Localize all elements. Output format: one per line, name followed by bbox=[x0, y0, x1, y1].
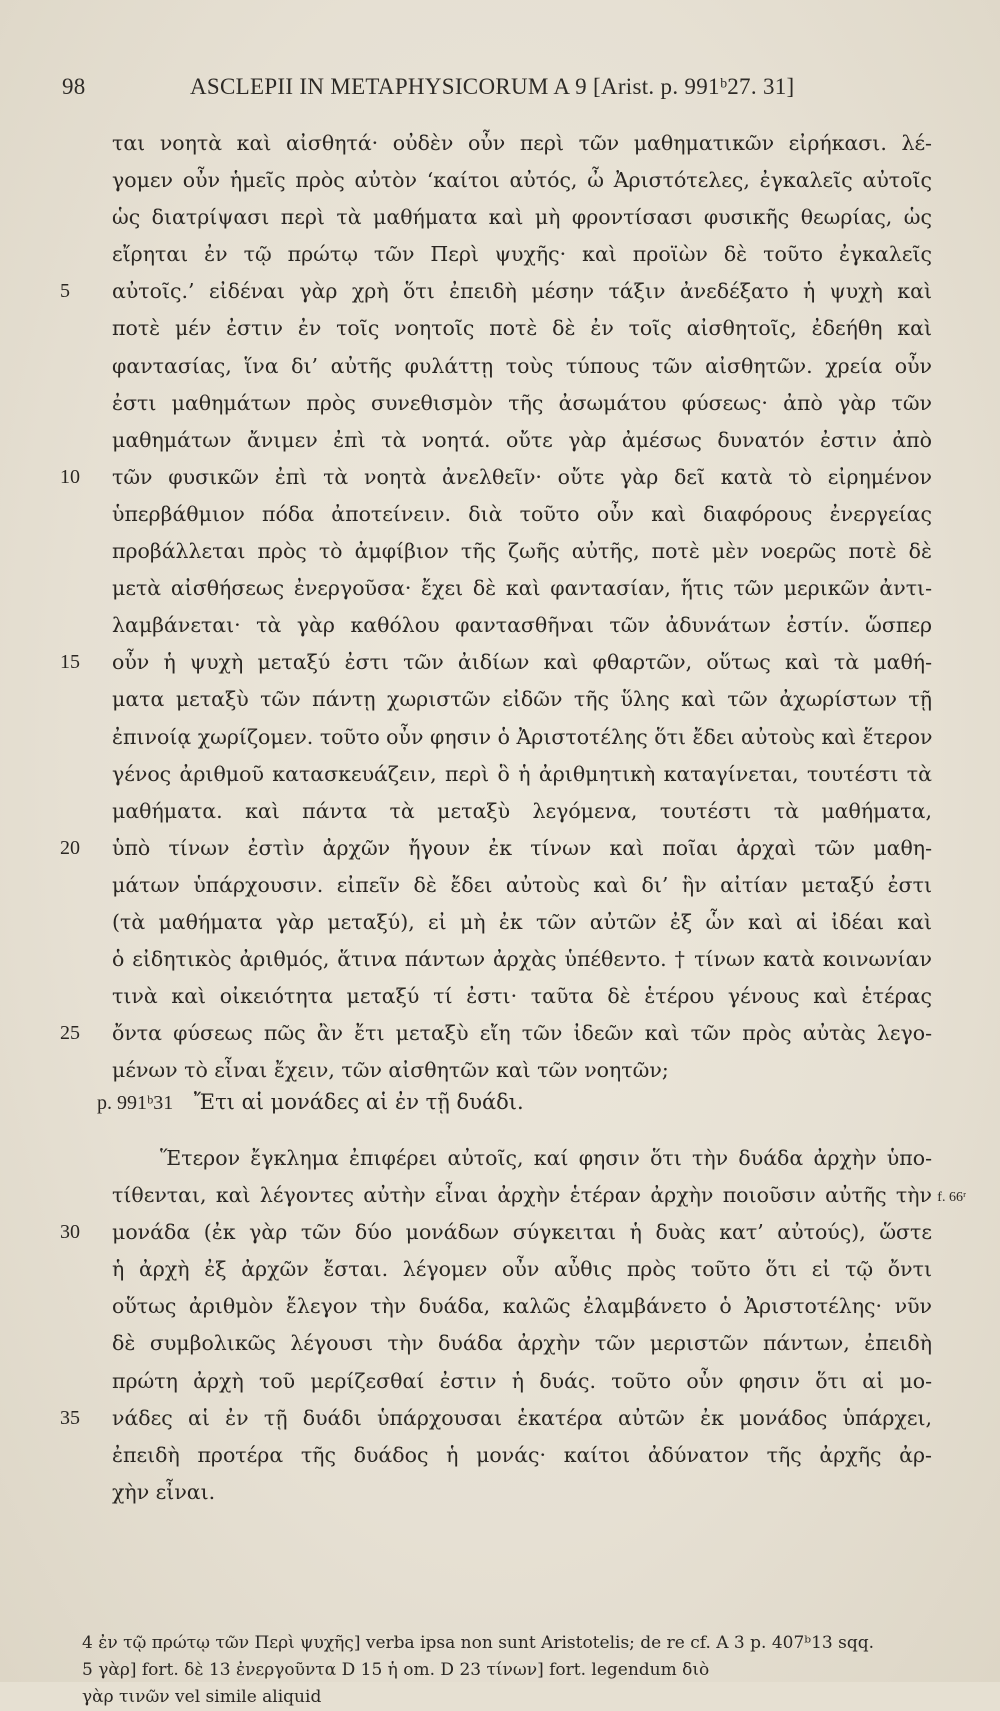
line-text: μένων τὸ εἶναι ἔχειν, τῶν αἰσθητῶν καὶ τῶν νοητῶν; bbox=[112, 1058, 669, 1083]
line-text: ὄντα φύσεως πῶς ἂν ἔτι μεταξὺ εἴη τῶν ἰδεῶν καὶ τῶν πρὸς αὐτὰς λεγο- bbox=[112, 1021, 932, 1046]
text-line bbox=[112, 904, 932, 941]
line-number: 30 bbox=[60, 1221, 80, 1244]
text-line bbox=[112, 236, 932, 273]
text-line bbox=[112, 125, 932, 162]
line-text: ποτὲ μέν ἐστιν ἐν τοῖς νοητοῖς ποτὲ δὲ ἐν τοῖς αἰσθητοῖς, ἐδεήθη καὶ bbox=[112, 316, 932, 341]
line-number: 15 bbox=[60, 651, 80, 674]
text-line bbox=[60, 273, 932, 310]
text-line bbox=[60, 459, 932, 496]
text-line bbox=[112, 496, 932, 533]
text-line bbox=[60, 830, 932, 867]
line-text: ἐστι μαθημάτων πρὸς συνεθισμὸν τῆς ἀσωμάτου φύσεως· ἀπὸ γὰρ τῶν bbox=[112, 390, 932, 415]
footnote-line: γὰρ τινῶν vel simile aliquid bbox=[82, 1687, 322, 1707]
line-text: μετὰ αἰσθήσεως ἐνεργοῦσα· ἔχει δὲ καὶ φαντασίαν, ἥτις τῶν μερικῶν ἀντι- bbox=[112, 576, 932, 601]
lemma bbox=[97, 1090, 797, 1115]
lemma-reference: p. 991ᵇ31 bbox=[97, 1092, 174, 1114]
commentary-section-1 bbox=[60, 125, 933, 1089]
line-text: τῶν φυσικῶν ἐπὶ τὰ νοητὰ ἀνελθεῖν· οὔτε γὰρ δεῖ κατὰ τὸ εἰρημένον bbox=[112, 464, 932, 489]
line-text: μονάδα (ἐκ γὰρ τῶν δύο μονάδων σύγκειται ἡ δυὰς κατ’ αὐτούς), ὥστε bbox=[112, 1220, 932, 1245]
text-line bbox=[112, 533, 932, 570]
line-text: λαμβάνεται· τὰ γὰρ καθόλου φαντασθῆναι τῶν ἀδυνάτων ἐστίν. ὥσπερ bbox=[112, 613, 932, 638]
line-number: 25 bbox=[60, 1022, 80, 1045]
line-text: ὑπερβάθμιον πόδα ἀποτείνειν. διὰ τοῦτο οὖν καὶ διαφόρους ἐνεργείας bbox=[112, 501, 932, 526]
commentary-section-2 bbox=[60, 1140, 966, 1511]
text-line bbox=[112, 1177, 966, 1214]
line-text: μαθήματα. καὶ πάντα τὰ μεταξὺ λεγόμενα, τουτέστι τὰ μαθήματα, bbox=[112, 798, 932, 823]
text-line bbox=[60, 1015, 932, 1052]
text-line bbox=[112, 941, 932, 978]
line-text: ἐπειδὴ προτέρα τῆς δυάδος ἡ μονάς· καίτοι ἀδύνατον τῆς ἀρχῆς ἀρ- bbox=[112, 1442, 932, 1467]
text-line bbox=[60, 1214, 932, 1251]
line-text: γομεν οὖν ἡμεῖς πρὸς αὐτὸν ‘καίτοι αὐτός, ὦ Ἀριστότελες, ἐγκαλεῖς αὐτοῖς bbox=[112, 168, 932, 193]
line-text: τινὰ καὶ οἰκειότητα μεταξύ τί ἐστι· ταῦτα δὲ ἑτέρου γένους καὶ ἑτέρας bbox=[112, 984, 932, 1009]
line-number: 35 bbox=[60, 1406, 80, 1429]
text-line bbox=[112, 162, 932, 199]
text-line bbox=[112, 867, 932, 904]
line-text: ὡς διατρίψασι περὶ τὰ μαθήματα καὶ μὴ φροντίσασι φυσικῆς θεωρίας, ὡς bbox=[112, 205, 932, 230]
text-line bbox=[112, 1363, 932, 1400]
line-text: (τὰ μαθήματα γὰρ μεταξύ), εἰ μὴ ἐκ τῶν αὐτῶν ἐξ ὧν καὶ αἱ ἰδέαι καὶ bbox=[112, 909, 932, 934]
line-text: οὖν ἡ ψυχὴ μεταξύ ἐστι τῶν ἀιδίων καὶ φθαρτῶν, οὕτως καὶ τὰ μαθή- bbox=[112, 650, 932, 675]
text-line bbox=[112, 310, 932, 347]
text-line bbox=[112, 199, 932, 236]
text-line bbox=[112, 1474, 932, 1511]
line-text: οὕτως ἀριθμὸν ἔλεγον τὴν δυάδα, καλῶς ἐλαμβάνετο ὁ Ἀριστοτέλης· νῦν bbox=[112, 1294, 932, 1319]
line-text: χὴν εἶναι. bbox=[112, 1479, 216, 1504]
line-text: εἴρηται ἐν τῷ πρώτῳ τῶν Περὶ ψυχῆς· καὶ προϊὼν δὲ τοῦτο ἐγκαλεῖς bbox=[112, 242, 932, 267]
text-line bbox=[60, 1400, 932, 1437]
line-number: 10 bbox=[60, 465, 80, 488]
line-text: νάδες αἱ ἐν τῇ δυάδι ὑπάρχουσαι ἑκατέρα αὐτῶν ἐκ μονάδος ὑπάρχει, bbox=[112, 1405, 932, 1430]
page-number-top: 98 bbox=[62, 74, 86, 99]
line-text: ματα μεταξὺ τῶν πάντῃ χωριστῶν εἰδῶν τῆς ὕλης καὶ τῶν ἀχωρίστων τῇ bbox=[112, 687, 932, 712]
line-text: ὁ εἰδητικὸς ἀριθμός, ἅτινα πάντων ἀρχὰς ὑπέθεντο. † τίνων κατὰ κοινωνίαν bbox=[112, 947, 932, 972]
text-line bbox=[112, 756, 932, 793]
running-header bbox=[62, 74, 962, 106]
lemma-text: Ἔτι αἱ μονάδες αἱ ἐν τῇ δυάδι. bbox=[193, 1090, 524, 1114]
footnotes bbox=[82, 1630, 962, 1711]
line-text: πρώτη ἀρχὴ τοῦ μερίζεσθαί ἐστιν ἡ δυάς. τοῦτο οὖν φησιν ὅτι αἱ μο- bbox=[112, 1368, 932, 1393]
line-text: δὲ συμβολικῶς λέγουσι τὴν δυάδα ἀρχὴν τῶν μεριστῶν πάντων, ἐπειδὴ bbox=[112, 1331, 932, 1356]
text-line bbox=[112, 385, 932, 422]
text-line bbox=[112, 1288, 932, 1325]
footnote-line: 4 ἐν τῷ πρώτῳ τῶν Περὶ ψυχῆς] verba ipsa non sunt Aristotelis; de re cf. A 3 p. 407ᵇ13 sqq. bbox=[82, 1633, 875, 1653]
text-line bbox=[112, 570, 932, 607]
text-line bbox=[60, 644, 932, 681]
line-text: ται νοητὰ καὶ αἰσθητά· οὐδὲν οὖν περὶ τῶν μαθηματικῶν εἰρήκασι. λέ- bbox=[112, 131, 932, 155]
text-line bbox=[112, 719, 932, 756]
running-title: ASCLEPII IN METAPHYSICORUM A 9 [Arist. p. 991ᵇ27. 31] bbox=[190, 74, 795, 99]
footnote-line: 5 γὰρ] fort. δὲ 13 ἐνεργοῦντα D 15 ἡ om. D 23 τίνων] fort. legendum διὸ bbox=[82, 1660, 710, 1680]
text-line bbox=[112, 348, 932, 385]
line-text: ἐπινοίᾳ χωρίζομεν. τοῦτο οὖν φησιν ὁ Ἀριστοτέλης ὅτι ἔδει αὐτοὺς καὶ ἕτερον bbox=[112, 724, 933, 749]
text-line bbox=[112, 1437, 932, 1474]
text-line bbox=[112, 607, 932, 644]
line-number: 5 bbox=[60, 280, 70, 303]
line-text: αὐτοῖς.’ εἰδέναι γὰρ χρὴ ὅτι ἐπειδὴ μέσην τάξιν ἀνεδέξατο ἡ ψυχὴ καὶ bbox=[112, 279, 932, 304]
text-line bbox=[112, 1251, 932, 1288]
line-text: μάτων ὑπάρχουσιν. εἰπεῖν δὲ ἔδει αὐτοὺς καὶ δι’ ἣν αἰτίαν μεταξύ ἐστι bbox=[112, 872, 932, 897]
line-text: τίθενται, καὶ λέγοντες αὐτὴν εἶναι ἀρχὴν ἑτέραν ἀρχὴν ποιοῦσιν αὐτῆς τὴν bbox=[112, 1183, 932, 1208]
text-line bbox=[112, 422, 932, 459]
line-number: 20 bbox=[60, 836, 80, 859]
text-line bbox=[112, 1052, 932, 1089]
line-text: Ἕτερον ἔγκλημα ἐπιφέρει αὐτοῖς, καί φησιν ὅτι τὴν δυάδα ἀρχὴν ὑπο- bbox=[160, 1146, 932, 1170]
line-text: γένος ἀριθμοῦ κατασκευάζειν, περὶ ὃ ἡ ἀριθμητικὴ καταγίνεται, τουτέστι τὰ bbox=[112, 761, 932, 786]
text-line bbox=[112, 978, 932, 1015]
text-line bbox=[112, 1325, 932, 1362]
line-text: προβάλλεται πρὸς τὸ ἀμφίβιον τῆς ζωῆς αὐτῆς, ποτὲ μὲν νοερῶς ποτὲ δὲ bbox=[112, 539, 932, 564]
line-text: ἡ ἀρχὴ ἐξ ἀρχῶν ἔσται. λέγομεν οὖν αὖθις πρὸς τοῦτο ὅτι εἰ τῷ ὄντι bbox=[112, 1257, 932, 1282]
line-text: φαντασίας, ἵνα δι’ αὐτῆς φυλάττῃ τοὺς τύπους τῶν αἰσθητῶν. χρεία οὖν bbox=[112, 353, 932, 378]
line-text: μαθημάτων ἄνιμεν ἐπὶ τὰ νοητά. οὔτε γὰρ ἀμέσως δυνατόν ἐστιν ἀπὸ bbox=[112, 427, 932, 452]
line-text: ὑπὸ τίνων ἐστὶν ἀρχῶν ἤγουν ἐκ τίνων καὶ ποῖαι ἀρχαὶ τῶν μαθη- bbox=[112, 835, 932, 860]
folio-margin-note: f. 66ʳ bbox=[937, 1190, 966, 1206]
text-line bbox=[112, 1140, 932, 1177]
text-line bbox=[112, 681, 932, 718]
text-line bbox=[112, 793, 932, 830]
